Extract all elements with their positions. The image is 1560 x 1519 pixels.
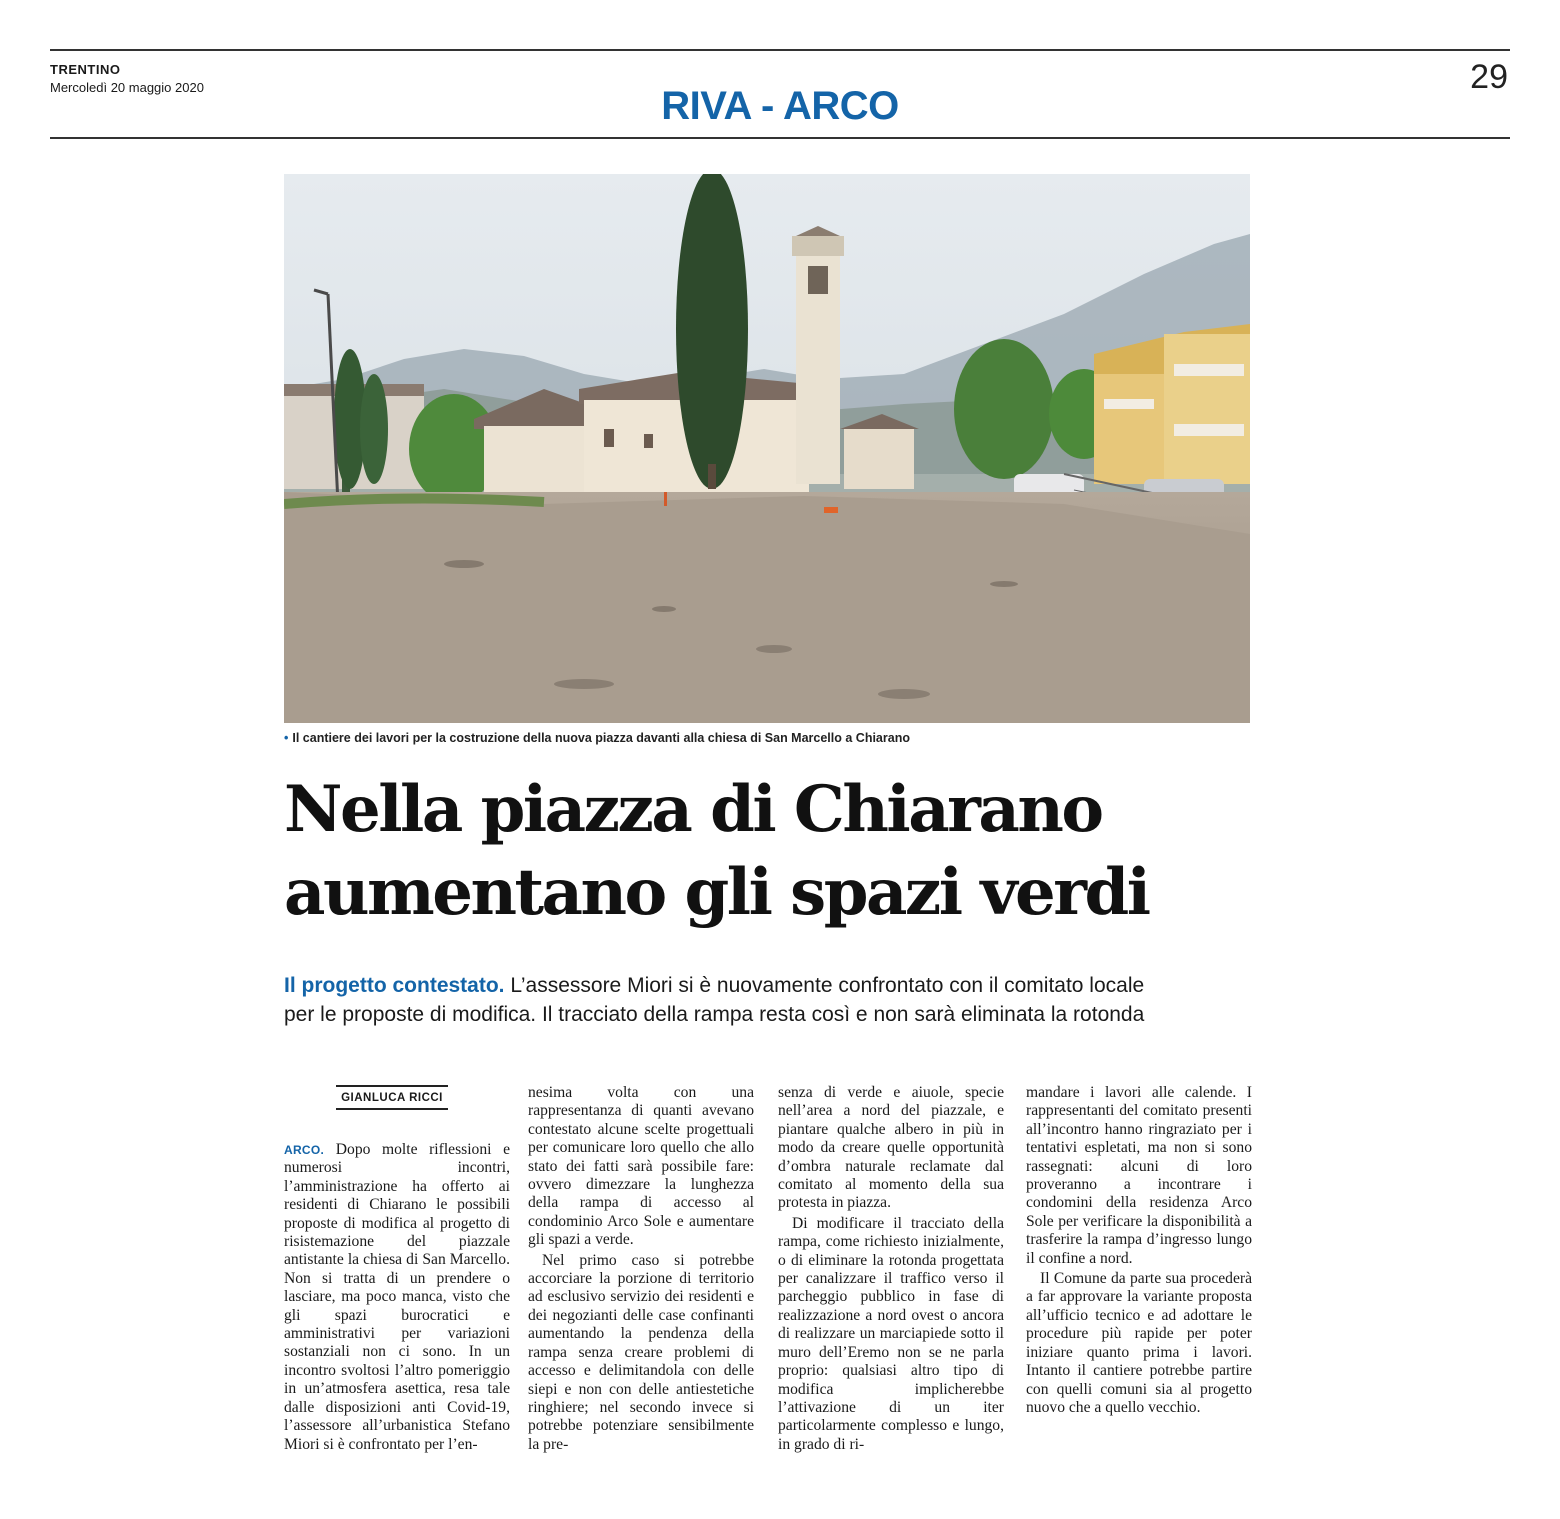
- paragraph: Nel primo caso si potrebbe accorciare la porzione di territorio ad esclusivo servizio dei residenti e dei negozianti delle case confinanti aumentando la pendenza della rampa senza creare problemi di accesso e delimitandola con delle siepi e non con delle antiestetiche ringhiere; nel secondo invece si potrebbe potenziare sensibilmente la pre-: [528, 1251, 754, 1453]
- headline: [284, 768, 1284, 934]
- issue-date: Mercoledì 20 maggio 2020: [50, 80, 204, 95]
- newspaper-name: TRENTINO: [50, 62, 121, 77]
- dateline: ARCO.: [284, 1143, 325, 1157]
- standfirst: [284, 971, 1264, 1029]
- paragraph: senza di verde e aiuole, specie nell’area a nord del piazzale, e piantare qualche albero in più in modo da creare quelle opportunità d’ombra naturale reclamate dal comitato al momento della sua protesta in piazza.: [778, 1084, 1004, 1212]
- body-column-4: [1026, 1084, 1252, 1417]
- standfirst-text-1: L’assessore Miori si è nuovamente confrontato con il comitato locale: [510, 974, 1145, 997]
- photo-caption: [284, 731, 910, 745]
- paragraph: Di modificare il tracciato della rampa, come richiesto inizialmente, o di eliminare la rotonda progettata per canalizzare il traffico verso il parcheggio pubblico in fase di realizzazione a nord ovest o ancora di realizzare un marciapiede sotto il muro dell’Eremo non se ne parla proprio: qualsiasi altro tipo di modifica implicherebbe l’attivazione di un iter particolarmente complesso e lungo, in grado di ri-: [778, 1214, 1004, 1453]
- section-rule: [50, 137, 1510, 139]
- church-square-illustration: [284, 174, 1250, 723]
- standfirst-line-2: per le proposte di modifica. Il tracciato della rampa resta così e non sarà eliminata la rotonda: [284, 1003, 1145, 1026]
- paragraph: [284, 1141, 510, 1454]
- headline-line-2: aumentano gli spazi verdi: [284, 855, 1149, 930]
- paragraph: nesima volta con una rappresentanza di quanti avevano contestato alcune scelte progettuali per comunicare loro quello che allo stato dei fatti sarà possibile fare: ovvero dimezzare la lunghezza della rampa di accesso al condominio Arco Sole e aumentare gli spazi a verde.: [528, 1084, 754, 1249]
- paragraph: mandare i lavori alle calende. I rappresentanti del comitato presenti all’incontro hanno ringraziato per i tentativi espletati, ma non si sono rassegnati: alcuni di loro proveranno a incontrare i condomini della residenza Arco Sole per verificare la disponibilità a trasferire la rampa d’ingresso lungo il confine a nord.: [1026, 1084, 1252, 1267]
- article-photo: [284, 174, 1250, 723]
- paragraph: Il Comune da parte sua procederà a far approvare la variante proposta all’ufficio tecnico e ad adottare le procedure più rapide per poter iniziare quanto prima i lavori. Intanto il cantiere potrebbe partire con quelli comuni sia al progetto nuovo che a quello vecchio.: [1026, 1270, 1252, 1416]
- byline: GIANLUCA RICCI: [336, 1085, 448, 1110]
- headline-line-1: Nella piazza di Chiarano: [284, 772, 1102, 847]
- standfirst-line-1: [284, 971, 1264, 1000]
- caption-text: Il cantiere dei lavori per la costruzione della nuova piazza davanti alla chiesa di San Marcello a Chiarano: [292, 731, 910, 745]
- section-title: RIVA - ARCO: [661, 84, 899, 128]
- body-column-2: [528, 1084, 754, 1454]
- caption-marker: •: [284, 731, 289, 745]
- top-rule: [50, 49, 1510, 51]
- body-column-3: [778, 1084, 1004, 1454]
- kicker: Il progetto contestato.: [284, 974, 505, 997]
- body-column-1: [284, 1141, 510, 1454]
- paragraph-text: Dopo molte riflessioni e numerosi incontri, l’amministrazione ha offerto ai residenti di Chiarano le possibili proposte di modifica al progetto di risistemazione del piazzale antistante la chiesa di San Marcello. Non si tratta di un prendere o lasciare, ma poco manca, visto che gli spazi burocratici e amministrativi per variazioni sostanziali non ci sono. In un incontro svoltosi l’altro pomeriggio in un’atmosfera asettica, resa tale dalle disposizioni anti Covid-19, l’assessore all’urbanistica Stefano Miori si è confrontato per l’en-: [284, 1141, 510, 1453]
- page-number: 29: [1470, 58, 1508, 96]
